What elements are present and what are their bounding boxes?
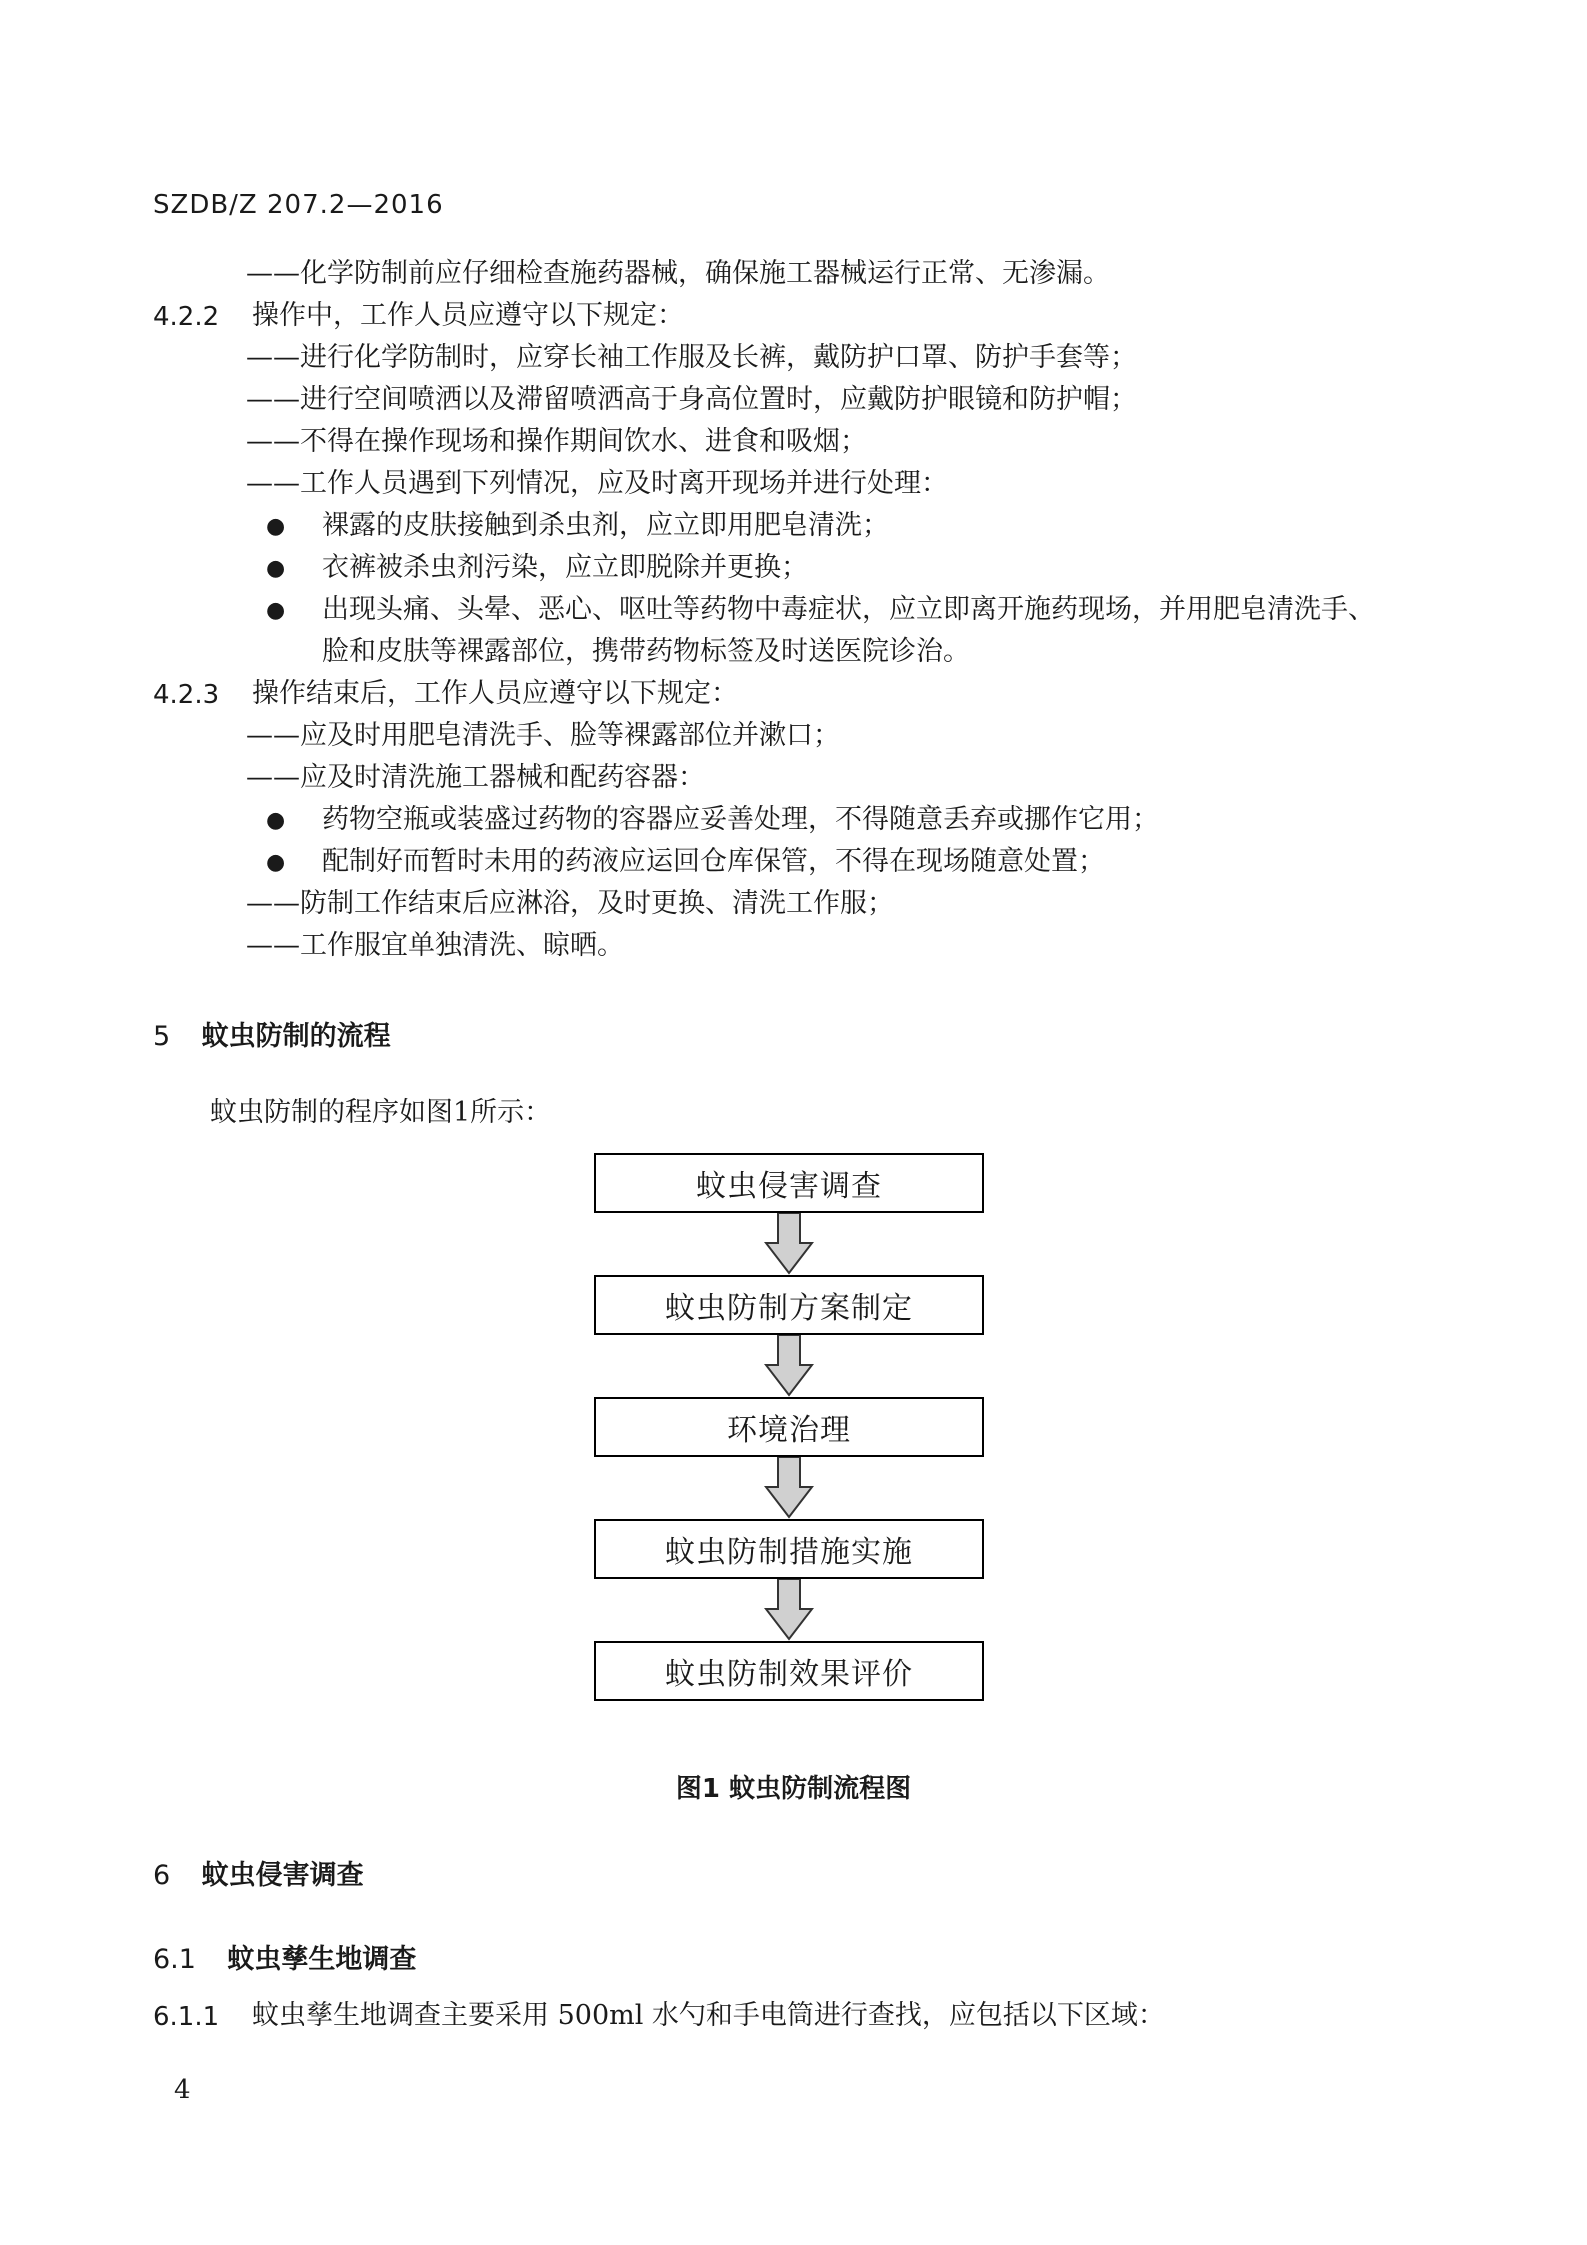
section-title: 蚊虫侵害调查 bbox=[201, 1860, 364, 1891]
bullet-item: 裸露的皮肤接触到杀虫剂，应立即用肥皂清洗； bbox=[322, 510, 889, 541]
text-line: ——工作人员遇到下列情况，应及时离开现场并进行处理： bbox=[246, 468, 948, 499]
text-line: ——化学防制前应仔细检查施药器械，确保施工器械运行正常、无渗漏。 bbox=[246, 258, 1110, 289]
document-header-id: SZDB/Z 207.2—2016 bbox=[153, 190, 444, 220]
flow-step-environment: 环境治理 bbox=[594, 1397, 984, 1457]
bullet-item: 配制好而暂时未用的药液应运回仓库保管，不得在现场随意处置； bbox=[322, 846, 1105, 877]
text-line: ——进行化学防制时，应穿长袖工作服及长裤，戴防护口罩、防护手套等； bbox=[246, 342, 1137, 373]
section-heading bbox=[153, 1014, 391, 1053]
flow-arrow-icon bbox=[764, 1579, 814, 1641]
clause-text: 蚊虫孳生地调查主要采用 500ml 水勺和手电筒进行查找，应包括以下区域： bbox=[252, 2000, 1165, 2031]
clause-text: 操作中，工作人员应遵守以下规定： bbox=[252, 300, 684, 331]
figure-caption: 图1 蚊虫防制流程图 bbox=[675, 1774, 912, 1804]
bullet-icon: ● bbox=[266, 514, 286, 539]
text-line: ——防制工作结束后应淋浴，及时更换、清洗工作服； bbox=[246, 888, 894, 919]
text-line: ——应及时用肥皂清洗手、脸等裸露部位并漱口； bbox=[246, 720, 840, 751]
intro-paragraph: 蚊虫防制的程序如图1所示： bbox=[210, 1097, 552, 1128]
flow-step-plan: 蚊虫防制方案制定 bbox=[594, 1275, 984, 1335]
text-line: ——进行空间喷洒以及滞留喷洒高于身高位置时，应戴防护眼镜和防护帽； bbox=[246, 384, 1137, 415]
subsection-title: 蚊虫孳生地调查 bbox=[227, 1944, 417, 1975]
flow-step-implementation: 蚊虫防制措施实施 bbox=[594, 1519, 984, 1579]
bullet-item-continuation: 脸和皮肤等裸露部位，携带药物标签及时送医院诊治。 bbox=[322, 636, 970, 667]
text-line: ——工作服宜单独清洗、晾晒。 bbox=[246, 930, 624, 961]
flow-arrow-icon bbox=[764, 1457, 814, 1519]
subsection-number: 6.1 bbox=[153, 1944, 196, 1975]
section-heading bbox=[153, 1853, 364, 1892]
bullet-icon: ● bbox=[266, 556, 286, 581]
bullet-icon: ● bbox=[266, 598, 286, 623]
subsection-heading bbox=[153, 1937, 416, 1976]
section-title: 蚊虫防制的流程 bbox=[201, 1021, 391, 1052]
flow-arrow-icon bbox=[764, 1213, 814, 1275]
flow-arrow-icon bbox=[764, 1335, 814, 1397]
clause-text: 操作结束后，工作人员应遵守以下规定： bbox=[252, 678, 738, 709]
text-line: ——不得在操作现场和操作期间饮水、进食和吸烟； bbox=[246, 426, 867, 457]
clause-number: 6.1.1 bbox=[153, 2002, 220, 2032]
bullet-item: 出现头痛、头晕、恶心、呕吐等药物中毒症状，应立即离开施药现场，并用肥皂清洗手、 bbox=[322, 594, 1375, 625]
bullet-icon: ● bbox=[266, 850, 286, 875]
text-line: ——应及时清洗施工器械和配药容器： bbox=[246, 762, 705, 793]
section-number: 6 bbox=[153, 1860, 171, 1891]
bullet-item: 衣裤被杀虫剂污染，应立即脱除并更换； bbox=[322, 552, 808, 583]
section-number: 5 bbox=[153, 1021, 171, 1052]
page-number: 4 bbox=[174, 2075, 191, 2105]
flow-step-survey: 蚊虫侵害调查 bbox=[594, 1153, 984, 1213]
clause-number: 4.2.2 bbox=[153, 302, 220, 332]
clause-number: 4.2.3 bbox=[153, 680, 220, 710]
bullet-item: 药物空瓶或装盛过药物的容器应妥善处理，不得随意丢弃或挪作它用； bbox=[322, 804, 1159, 835]
flow-step-evaluation: 蚊虫防制效果评价 bbox=[594, 1641, 984, 1701]
bullet-icon: ● bbox=[266, 808, 286, 833]
